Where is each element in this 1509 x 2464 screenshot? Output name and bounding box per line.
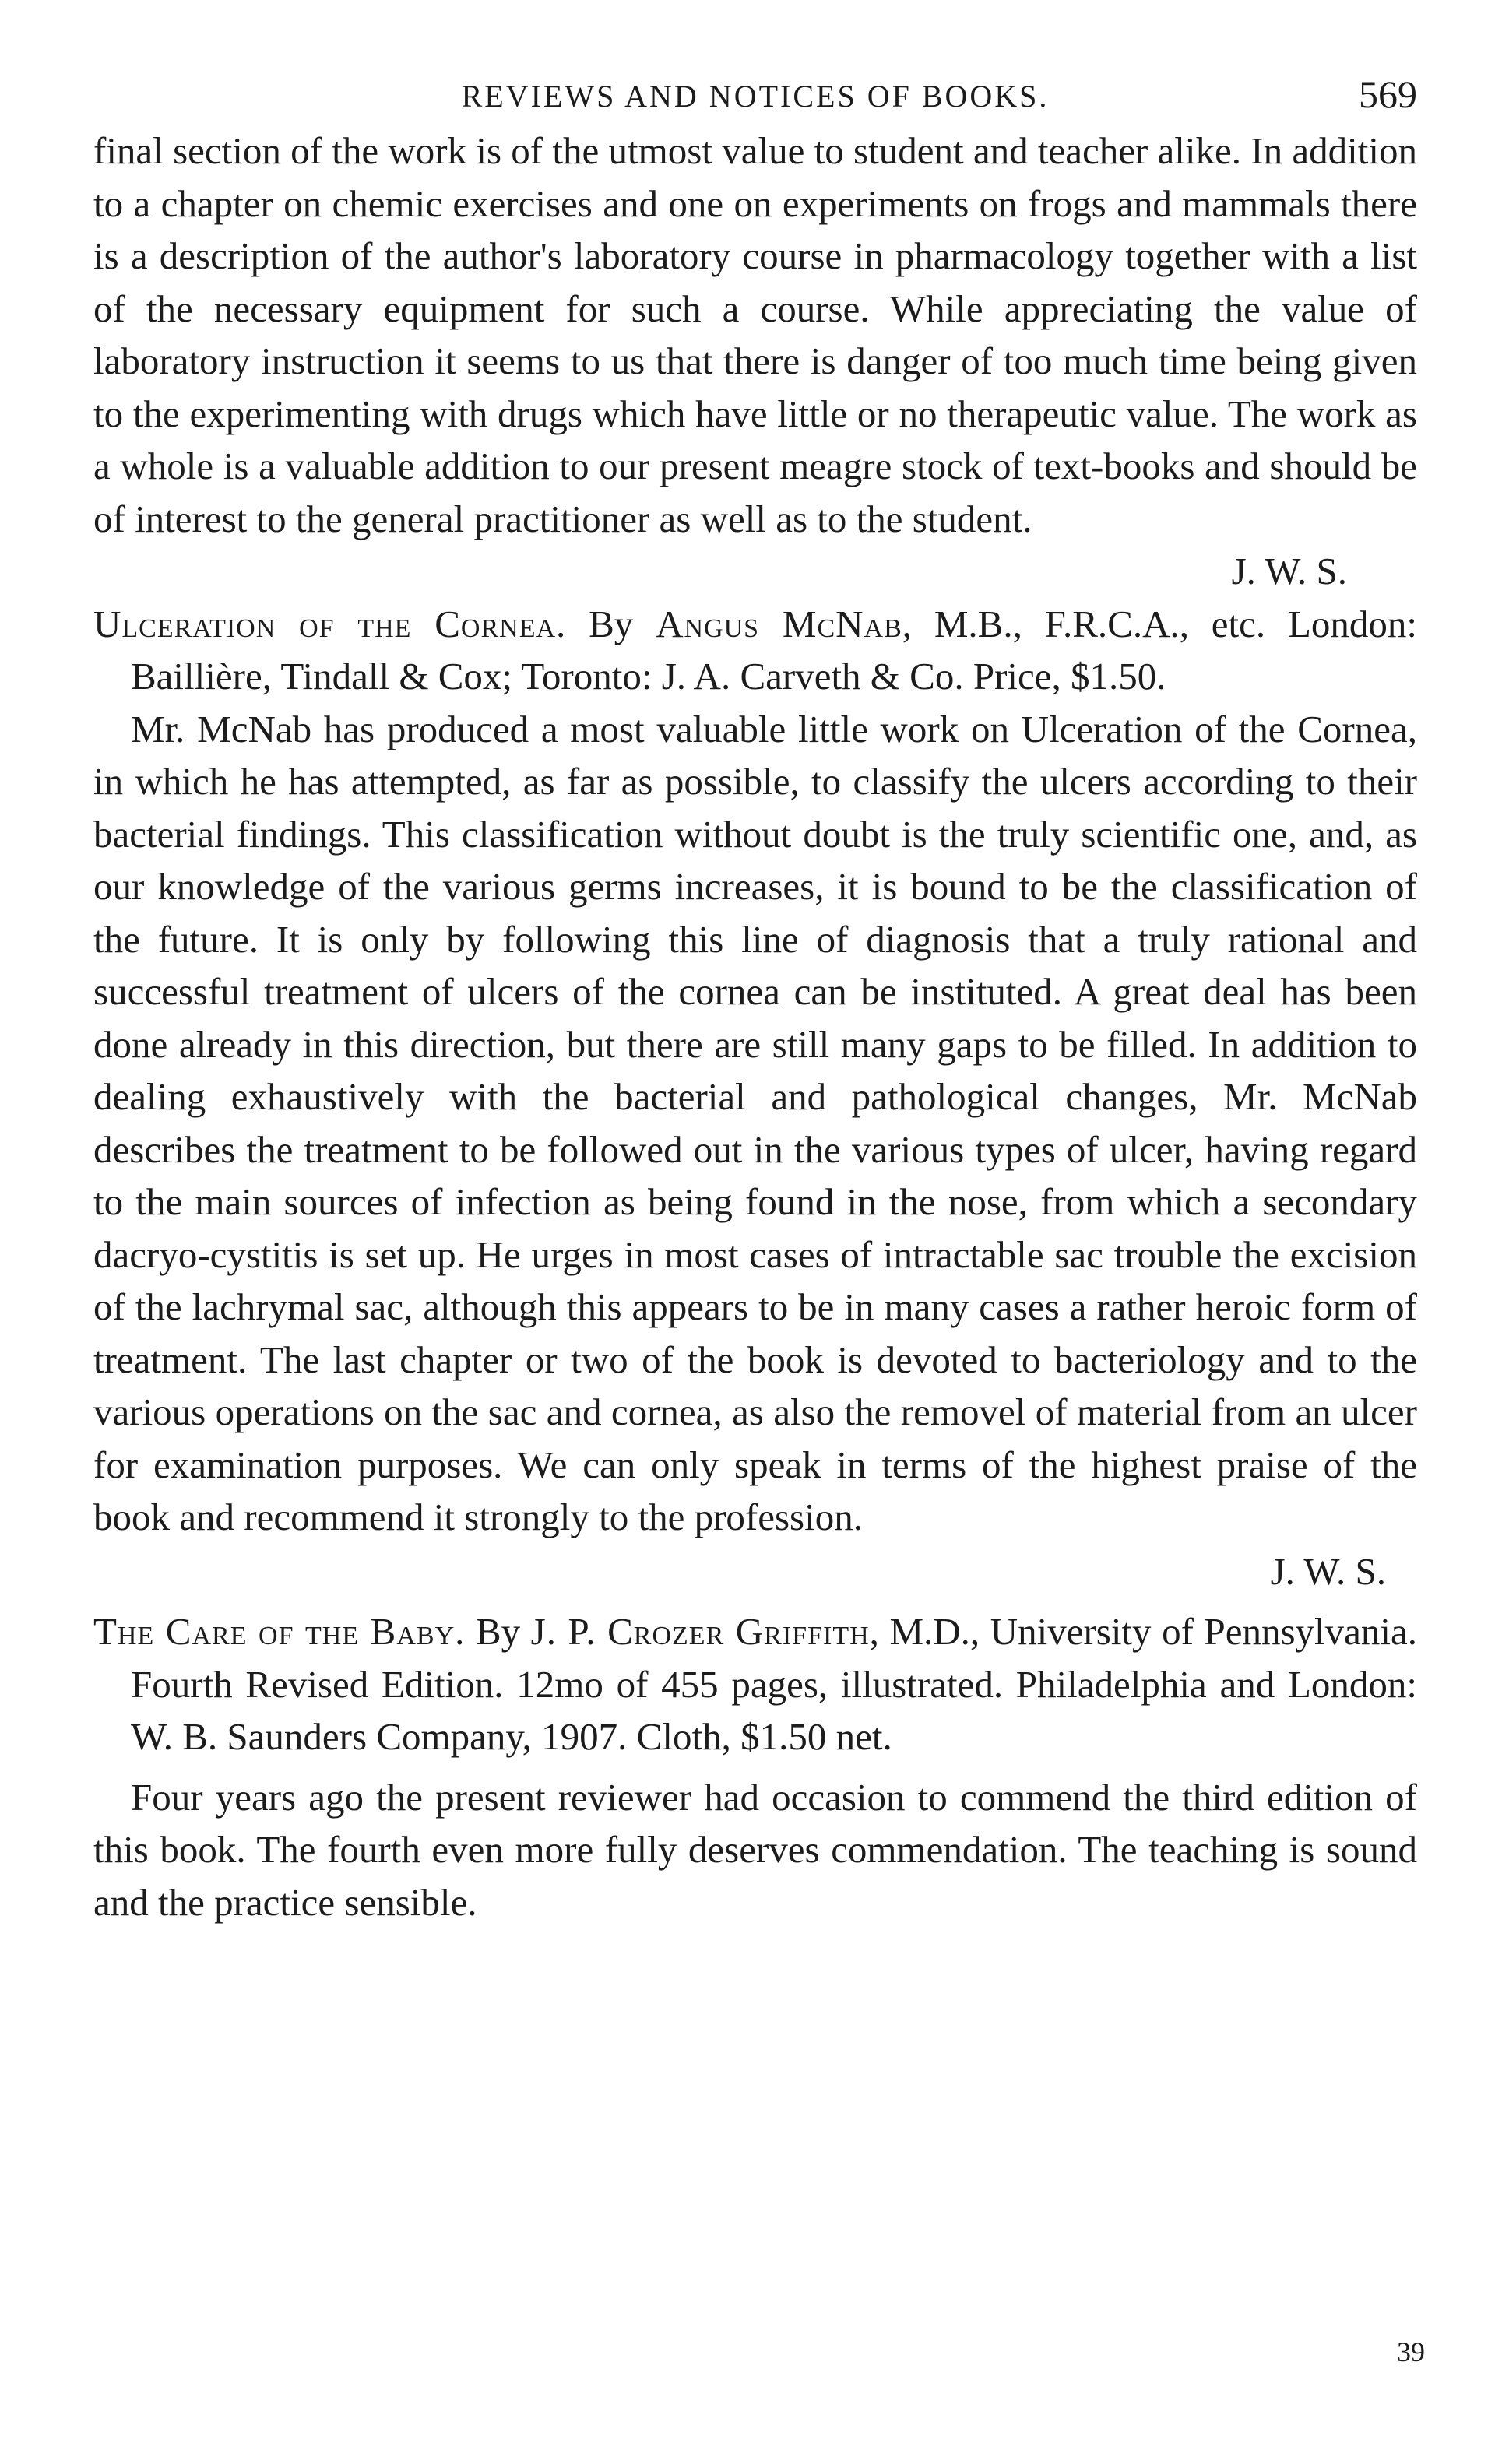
review-paragraph: final section of the work is of the utmost value to student and teacher alike. In addition to a chapter on chemic exercises and one on experiments on frogs and mammals there is a description of the author's laboratory course in pharmacology together with a list of the necessary equipment for such a course. While appreciating the value of laboratory instruction it seems to us that there is danger of too much time being given to the experimenting with drugs which have little or no therapeutic value. The work as a whole is a valuable addition to our present meagre stock of text-books and should be of interest to the general practitioner as well as to the student.: [93, 129, 1417, 540]
page: [93, 54, 1417, 1928]
by-label: By: [589, 602, 634, 645]
book-title: Ulceration of the Cornea.: [93, 602, 567, 645]
book-heading: [93, 598, 1417, 703]
running-title: REVIEWS AND NOTICES OF BOOKS.: [461, 79, 1050, 114]
book-title: The Care of the Baby.: [93, 1610, 466, 1653]
spacer: [93, 1598, 1417, 1605]
book-heading: [93, 1605, 1417, 1763]
review-paragraph: Mr. McNab has produced a most valuable little work on Ulceration of the Cornea, in which he has attempted, as far as possible, to classify the ulcers according to their bacterial findings. This classification without doubt is the truly scientific one, and, as our knowledge of the various germs increases, it is bound to be the classification of the future. It is only by following this line of diagnosis that a truly rational and successful treatment of ulcers of the cornea can be instituted. A great deal has been done already in this direction, but there are still many gaps to be filled. In addition to dealing exhaustively with the bacterial and pathological changes, Mr. McNab describes the treatment to be followed out in the various types of ulcer, having regard to the main sources of infection as being found in the nose, from which a secondary dacryo-cystitis is set up. He urges in most cases of intractable sac trouble the excision of the lachrymal sac, although this appears to be in many cases a rather heroic form of treatment. The last chapter or two of the book is devoted to bacteriology and to the various operations on the sac and cornea, as also the removel of material from an ulcer for examination purposes. We can only speak in terms of the highest praise of the book and recommend it strongly to the profession.: [93, 707, 1417, 1538]
by-label: By: [475, 1610, 521, 1653]
spacer: [93, 1763, 1417, 1771]
running-head: [93, 54, 1417, 125]
review-paragraph: Four years ago the present reviewer had occasion to commend the third edition of this book. The fourth even more fully deserves commendation. The teaching is sound and the practice sensible.: [93, 1775, 1417, 1924]
reviewer-signature: J. W. S.: [1231, 550, 1347, 592]
book-details: , M.D., University of Pennsylvania. Fourth Revised Edition. 12mo of 455 pages, illustrated. Philadelphia and London: W. B. Saunders Company, 1907. Cloth, $1.50 net.: [131, 1610, 1417, 1758]
page-number: 569: [1359, 72, 1417, 116]
signature-mark: 39: [1397, 2336, 1425, 2367]
book-author: Angus McNab: [656, 602, 902, 645]
reviewer-signature: J. W. S.: [1270, 1549, 1386, 1593]
book-details: , M.B., F.R.C.A., etc. London: Baillière, Tindall & Cox; Toronto: J. A. Carveth & Co. Price, $1.50.: [131, 602, 1417, 698]
book-author: J. P. Crozer Griffith: [530, 1610, 870, 1653]
